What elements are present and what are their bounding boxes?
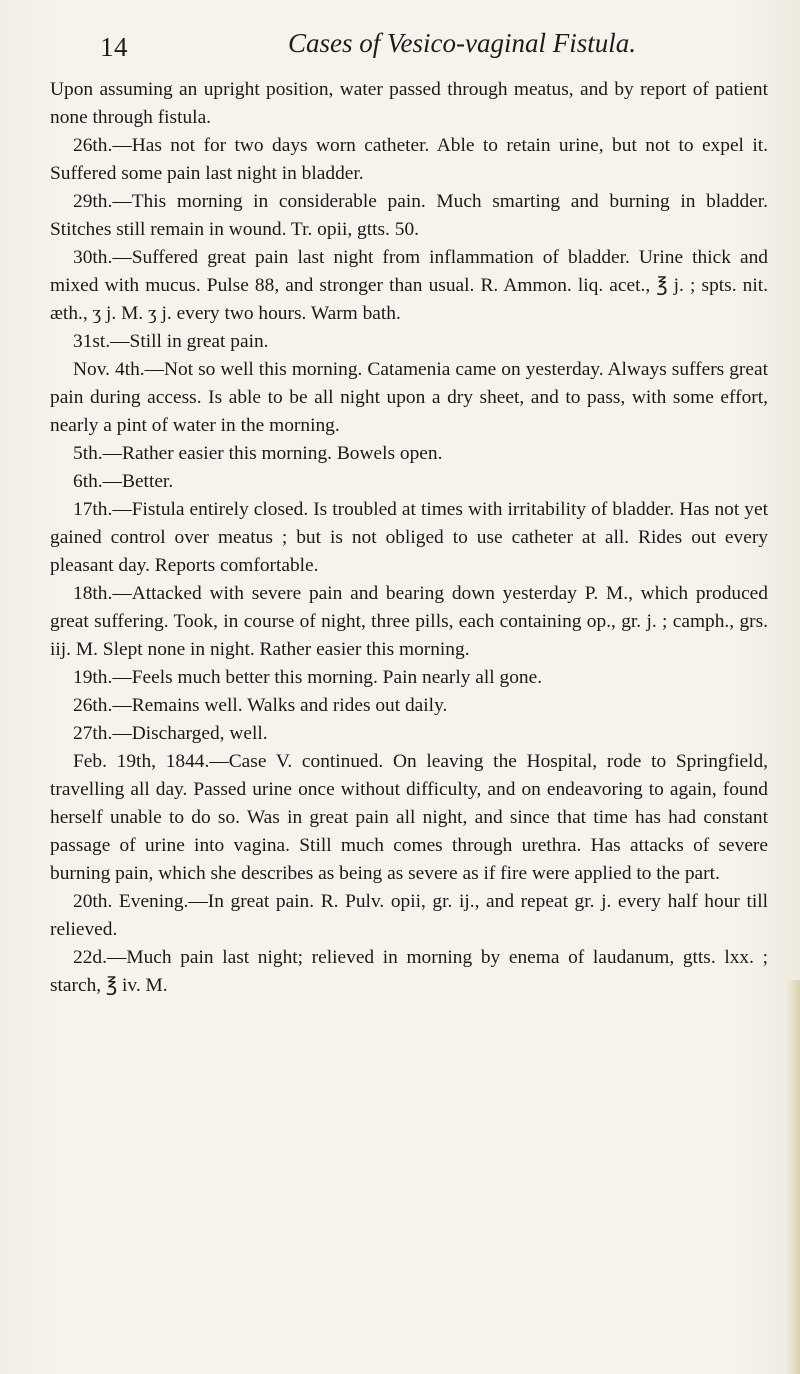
- paragraph: 31st.—Still in great pain.: [73, 331, 269, 352]
- paragraph: 30th.—Suffered great pain last night from inflammation of bladder. Urine thick and mixed with mucus. Pulse 88, and stronger than usual. R. Ammon. liq. acet., ℥ j. ; spts. nit. æth., ʒ j. M. ʒ j. every two hours. Warm bath.: [50, 247, 768, 324]
- paragraph: 19th.—Feels much better this morning. Pain nearly all gone.: [73, 667, 543, 688]
- paragraph: 17th.—Fistula entirely closed. Is troubled at times with irritability of bladder. Has not yet gained control over meatus ; but is not obliged to use catheter at all. Rides out every pleasant day. Reports comfortable.: [50, 499, 768, 576]
- paragraph: Nov. 4th.—Not so well this morning. Catamenia came on yesterday. Always suffers great pain during access. Is able to be all night upon a dry sheet, and to pass, with some effort, nearly a pint of water in the morning.: [50, 359, 768, 436]
- paragraph: 18th.—Attacked with severe pain and bearing down yesterday P. M., which produced great suffering. Took, in course of night, three pills, each containing op., gr. j. ; camph., grs. iij. M. Slept none in night. Rather easier this morning.: [50, 583, 768, 660]
- page-number: 14: [100, 32, 128, 62]
- body-text: [50, 76, 768, 1000]
- paragraph: 26th.—Has not for two days worn catheter. Able to retain urine, but not to expel it. Suffered some pain last night in bladder.: [50, 135, 768, 184]
- paragraph: 22d.—Much pain last night; relieved in morning by enema of laudanum, gtts. lxx. ; starch, ℥ iv. M.: [50, 947, 768, 996]
- paragraph: 29th.—This morning in considerable pain. Much smarting and burning in bladder. Stitches still remain in wound. Tr. opii, gtts. 50.: [50, 191, 768, 240]
- paragraph: Feb. 19th, 1844.—Case V. continued. On leaving the Hospital, rode to Springfield, travelling all day. Passed urine once without difficulty, and on endeavoring to again, found herself unable to do so. Was in great pain all night, and since that time has had constant passage of urine into vagina. Still much comes through urethra. Has attacks of severe burning pain, which she describes as being as severe as if fire were applied to the part.: [50, 751, 768, 884]
- paragraph: 5th.—Rather easier this morning. Bowels open.: [73, 443, 443, 464]
- page-edge-shadow: [786, 980, 800, 1374]
- paragraph: 6th.—Better.: [73, 471, 174, 492]
- running-title: Cases of Vesico-vaginal Fistula.: [288, 28, 636, 58]
- page-header: [0, 28, 800, 68]
- paragraph: 27th.—Discharged, well.: [73, 723, 268, 744]
- paragraph: Upon assuming an upright position, water passed through meatus, and by report of patient none through fistula.: [50, 79, 768, 128]
- paragraph: 20th. Evening.—In great pain. R. Pulv. opii, gr. ij., and repeat gr. j. every half hour till relieved.: [50, 891, 768, 940]
- paragraph: 26th.—Remains well. Walks and rides out daily.: [73, 695, 448, 716]
